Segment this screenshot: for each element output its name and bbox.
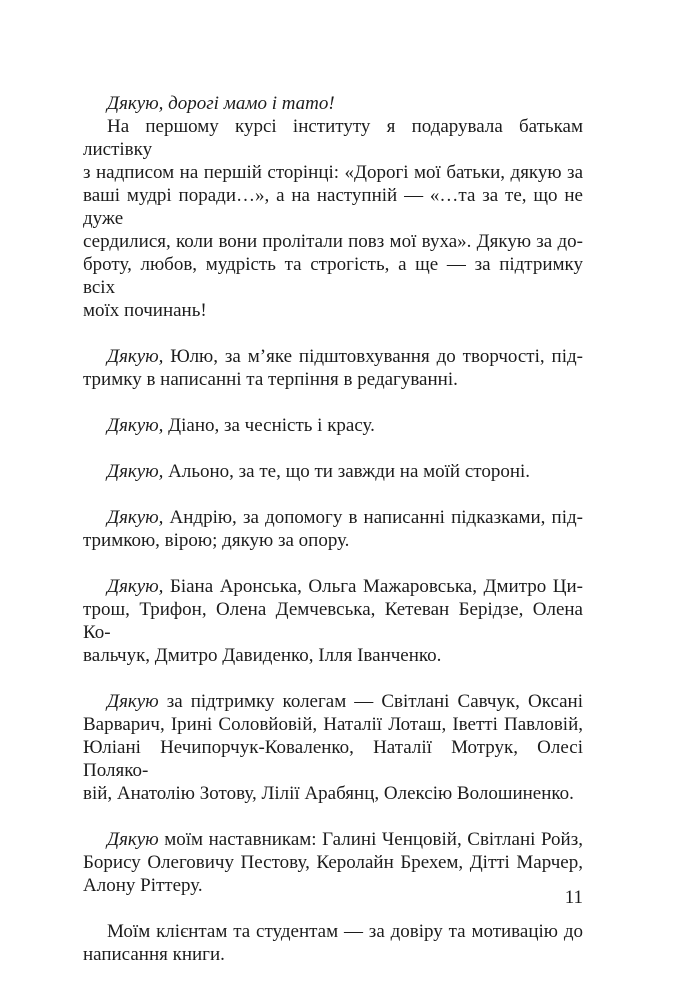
text-line: ваші мудрі поради…», а на наступній — «…та за те, що не дуже — [83, 185, 583, 229]
text-line: Алону Ріттеру. — [83, 875, 203, 896]
text-line: Дякую, дорогі мамо і тато! — [107, 93, 335, 114]
thanks-lead-word: Дякую, — [107, 346, 164, 367]
paragraph — [83, 92, 583, 115]
thanks-lead-word: Дякую, — [107, 507, 164, 528]
text-line: вальчук, Дмитро Давиденко, Ілля Іванченко. — [83, 645, 442, 666]
paragraph — [83, 506, 583, 552]
text-line: написання книги. — [83, 944, 225, 965]
thanks-lead-word: Дякую — [107, 691, 159, 712]
text-line — [83, 575, 583, 598]
paragraph — [83, 345, 583, 391]
page-number: 11 — [564, 887, 583, 908]
text-line — [83, 414, 583, 437]
thanks-lead-word: Дякую — [107, 829, 159, 850]
text-line — [83, 506, 583, 529]
text-line: броту, любов, мудрість та строгість, а ще — за підтримку всіх — [83, 254, 583, 298]
text-line: тримку в написанні та терпіння в редагуванні. — [83, 369, 458, 390]
text-line: моїх починань! — [83, 300, 207, 321]
line-text: Юлю, за м’яке підштовхування до творчості, під- — [163, 346, 583, 367]
paragraph — [83, 460, 583, 483]
thanks-lead-word: Дякую, — [107, 415, 164, 436]
line-text: за підтримку колегам — Світлані Савчук, Оксані — [158, 691, 583, 712]
text-line: Борису Олеговичу Пестову, Керолайн Брехем, Дітті Марчер, — [83, 852, 583, 873]
text-line: Юліані Нечипорчук-Коваленко, Наталії Мотрук, Олесі Поляко- — [83, 737, 583, 781]
line-text: моїм наставникам: Галині Ченцовій, Світлані Ройз, — [158, 829, 583, 850]
text-line — [83, 690, 583, 713]
text-line: з надписом на першій сторінці: «Дорогі мої батьки, дякую за — [83, 162, 583, 183]
paragraph — [83, 575, 583, 667]
line-text: Альоно, за те, що ти завжди на моїй стороні. — [163, 461, 531, 482]
line-text: Діано, за чесність і красу. — [163, 415, 375, 436]
text-line: На першому курсі інституту я подарувала батькам листівку — [83, 116, 583, 160]
text-line: Моїм клієнтам та студентам — за довіру та мотивацію до — [107, 921, 583, 942]
text-line — [83, 460, 583, 483]
text-line: тримкою, вірою; дякую за опору. — [83, 530, 350, 551]
text-line — [83, 345, 583, 368]
thanks-lead-word: Дякую, — [107, 576, 164, 597]
line-text: Біана Аронська, Ольга Мажаровська, Дмитро Ци- — [163, 576, 583, 597]
thanks-lead-word: Дякую, — [107, 461, 164, 482]
paragraph — [83, 115, 583, 322]
text-line: сердилися, коли вони пролітали повз мої вуха». Дякую за до- — [83, 231, 583, 252]
line-text: Андрію, за допомогу в написанні підказками, під- — [163, 507, 583, 528]
paragraph — [83, 690, 583, 805]
paragraph — [83, 414, 583, 437]
paragraph — [83, 920, 583, 966]
text-line: вій, Анатолію Зотову, Лілії Арабянц, Олексію Волошиненко. — [83, 783, 574, 804]
acknowledgments-text — [83, 92, 583, 966]
text-line — [83, 828, 583, 851]
text-line: Варварич, Ірині Соловйовій, Наталії Лоташ, Іветті Павловій, — [83, 714, 583, 735]
text-line: трош, Трифон, Олена Демчевська, Кетеван Берідзе, Олена Ко- — [83, 599, 583, 643]
